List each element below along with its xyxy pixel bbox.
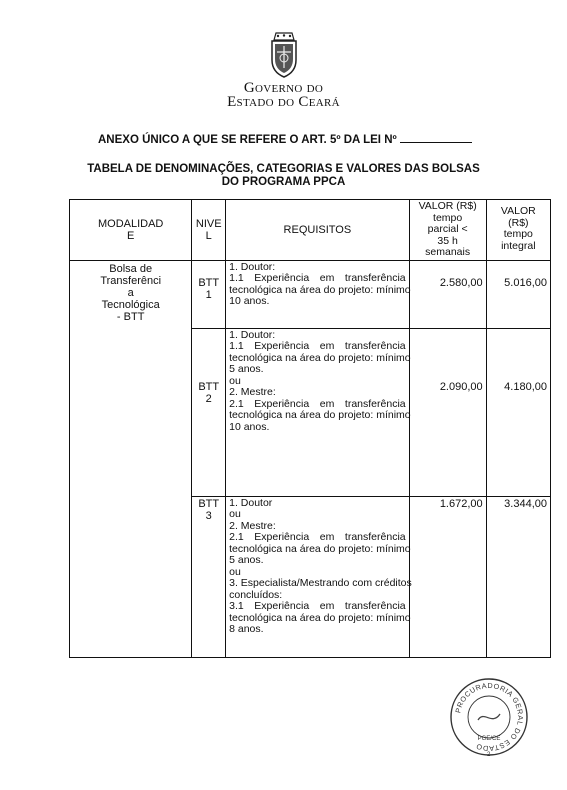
- state-crest-logo: [264, 30, 304, 80]
- header-valor-parcial: [409, 200, 486, 261]
- valor-integral-cell: 5.016,00: [486, 260, 550, 328]
- modalidade-line: Transferênci: [100, 274, 162, 287]
- annex-heading-text: ANEXO ÚNICO A QUE SE REFERE O ART. 5º DA LEI Nº: [98, 134, 397, 146]
- requisito-line: ou: [229, 374, 241, 387]
- header-modalidade-line: E: [127, 229, 135, 242]
- requisito-line: ou: [229, 508, 241, 520]
- requisito-line: 2.1 Experiência em transferência: [229, 531, 406, 543]
- modalidade-line: a: [127, 286, 134, 299]
- header-integral-line: VALOR: [500, 205, 536, 217]
- requisitos-cell: [226, 260, 410, 328]
- header-nivel: [192, 200, 226, 261]
- requisito-line: 10 anos.: [229, 420, 270, 433]
- header-parcial-line: 35 h: [437, 234, 458, 247]
- header-requisitos: REQUISITOS: [226, 200, 410, 261]
- requisito-line: 8 anos.: [229, 623, 264, 635]
- requisito-line: 2. Mestre:: [229, 386, 276, 398]
- valor-parcial-cell: 1.672,00: [409, 496, 486, 657]
- requisito-line: 1. Doutor:: [229, 328, 276, 341]
- valor-integral-cell: 3.344,00: [486, 496, 550, 657]
- official-stamp: [448, 676, 530, 758]
- header-integral-line: integral: [501, 239, 536, 252]
- nivel-line: BTT: [198, 497, 220, 510]
- requisito-line: 2.1 Experiência em transferência: [229, 397, 406, 410]
- header-integral-line: tempo: [503, 228, 533, 240]
- stamp-code: PGE/CE: [477, 736, 501, 742]
- table-title-line1: TABELA DE DENOMINAÇÕES, CATEGORIAS E VALORES DAS BOLSAS: [87, 163, 480, 175]
- requisito-line: 1. Doutor: [229, 496, 273, 509]
- table-title-line2: DO PROGRAMA PPCA: [221, 176, 346, 188]
- svg-text:PROCURADORIA GERAL DO ESTADO: [453, 681, 525, 753]
- valor-parcial-cell: 2.580,00: [409, 260, 486, 328]
- header-parcial-line: VALOR (R$): [418, 200, 477, 212]
- nivel-cell: [192, 260, 226, 328]
- requisito-line: 5 anos.: [229, 554, 264, 566]
- requisitos-cell: [226, 496, 410, 657]
- government-name-line1: Governo do: [243, 80, 324, 96]
- header-nivel-line: NIVE: [195, 217, 222, 230]
- header-parcial-line: parcial <: [427, 223, 468, 235]
- header-integral-line: (R$): [508, 216, 529, 229]
- header-valor-integral: [486, 200, 550, 261]
- modalidade-cell: [70, 260, 192, 657]
- header-modalidade: [70, 200, 192, 261]
- table-header-row: [70, 200, 551, 261]
- valor-parcial-cell: 2.090,00: [409, 328, 486, 496]
- modalidade-line: Bolsa de: [109, 262, 153, 275]
- requisito-line: tecnológica na área do projeto: mínimo: [229, 283, 411, 296]
- requisito-line: 10 anos.: [229, 295, 270, 307]
- requisito-line: tecnológica na área do projeto: mínimo: [229, 409, 411, 421]
- requisito-line: concluídos:: [229, 588, 283, 601]
- requisito-line: 3.1 Experiência em transferência: [229, 600, 406, 612]
- stamp-mark: 2: [487, 752, 491, 758]
- nivel-cell: [192, 496, 226, 657]
- header-modalidade-line: MODALIDAD: [97, 217, 164, 230]
- requisito-line: 2. Mestre:: [229, 519, 276, 532]
- nivel-line: 2: [205, 392, 212, 405]
- requisito-line: tecnológica na área do projeto: mínimo: [229, 351, 411, 364]
- requisito-line: ou: [229, 565, 241, 578]
- requisito-line: 1.1 Experiência em transferência: [229, 340, 406, 352]
- nivel-line: BTT: [198, 380, 220, 393]
- requisito-line: tecnológica na área do projeto: mínimo: [229, 611, 411, 624]
- nivel-line: BTT: [198, 276, 220, 289]
- header-nivel-line: L: [205, 229, 212, 242]
- table-row: [70, 260, 551, 328]
- requisitos-cell: [226, 328, 410, 496]
- nivel-line: 3: [205, 509, 212, 522]
- header-parcial-line: semanais: [425, 246, 471, 258]
- law-number-blank: [400, 132, 472, 143]
- requisito-line: 1. Doutor:: [229, 260, 276, 273]
- requisito-line: 1.1 Experiência em transferência: [229, 272, 406, 284]
- annex-heading: [98, 132, 472, 146]
- requisito-line: tecnológica na área do projeto: mínimo: [229, 542, 411, 555]
- nivel-cell: [192, 328, 226, 496]
- nivel-line: 1: [205, 288, 212, 301]
- scholarship-values-table: [69, 199, 551, 658]
- requisito-line: 3. Especialista/Mestrando com créditos: [229, 577, 412, 589]
- modalidade-line: - BTT: [116, 310, 145, 323]
- government-name-line2: Estado do Ceará: [227, 94, 340, 110]
- valor-integral-cell: 4.180,00: [486, 328, 550, 496]
- modalidade-line: Tecnológica: [101, 298, 160, 311]
- requisito-line: 5 anos.: [229, 363, 264, 375]
- stamp-text: PROCURADORIA GERAL DO ESTADO: [453, 680, 526, 754]
- header-parcial-line: tempo: [433, 211, 463, 224]
